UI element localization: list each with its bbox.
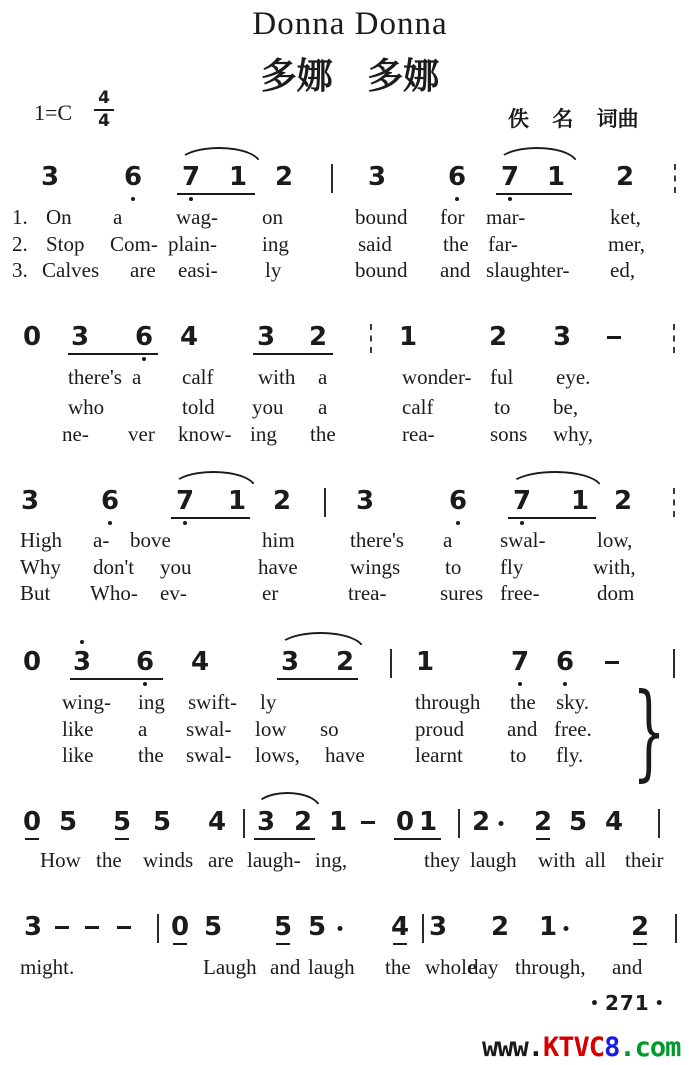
watermark-url <box>482 1032 680 1063</box>
barline <box>243 809 245 838</box>
lyric-word: and <box>440 258 471 282</box>
lyric-word: and <box>612 955 643 979</box>
note-number: 4 <box>390 912 410 942</box>
note-number: 3 <box>367 162 387 192</box>
lyric-word: have <box>258 555 298 579</box>
note-number: 1 <box>415 647 435 677</box>
lyric-word: bound <box>355 258 408 282</box>
lyric-word: to <box>445 555 462 579</box>
barline <box>422 914 424 943</box>
lyric-word: eye. <box>556 365 591 389</box>
lyric-word: easi- <box>178 258 218 282</box>
note-number: 7 <box>512 486 532 516</box>
lyric-word: and <box>507 717 538 741</box>
barline <box>675 914 677 943</box>
eighth-underline <box>393 943 407 945</box>
lyric-word: wing- <box>62 690 111 714</box>
note-number: 0 <box>22 807 42 837</box>
octave-dot-below <box>563 682 567 686</box>
note-number: 6 <box>448 486 468 516</box>
note-number: 7 <box>510 647 530 677</box>
lyric-word: bound <box>355 205 408 229</box>
note-number: 6 <box>100 486 120 516</box>
lyric-word: wag- <box>176 205 218 229</box>
lyric-word: 3. <box>12 258 28 282</box>
lyric-word: ed, <box>610 258 636 282</box>
lyric-word: to <box>510 743 527 767</box>
lyric-word: sons <box>490 422 528 446</box>
note-number: 6 <box>555 647 575 677</box>
lyric-word: lows, <box>255 743 300 767</box>
note-number: 4 <box>207 807 227 837</box>
note-extension-dash <box>117 926 131 929</box>
lyric-word: proud <box>415 717 464 741</box>
lyric-word: Com- <box>110 232 158 256</box>
verse-group-brace: } <box>632 670 666 792</box>
note-number: 7 <box>500 162 520 192</box>
lyric-word: dom <box>597 581 635 605</box>
watermark-segment: www. <box>482 1032 544 1063</box>
lyric-word: Calves <box>42 258 100 282</box>
beam-underline <box>277 678 358 680</box>
lyric-word: a <box>318 395 328 419</box>
lyric-word: calf <box>182 365 214 389</box>
song-title-english: Donna Donna <box>252 6 448 42</box>
lyric-word: ly <box>260 690 277 714</box>
lyric-word: ing, <box>315 848 348 872</box>
lyric-word: their <box>625 848 664 872</box>
lyric-word: a <box>318 365 328 389</box>
note-number: 7 <box>181 162 201 192</box>
beam-underline <box>177 193 255 195</box>
lyric-word: told <box>182 395 215 419</box>
note-number: 4 <box>179 322 199 352</box>
note-number: 4 <box>604 807 624 837</box>
beam-underline <box>70 678 163 680</box>
lyric-word: with <box>258 365 296 389</box>
lyric-word: laugh <box>308 955 355 979</box>
lyric-word: a <box>113 205 123 229</box>
note-extension-dash <box>55 926 69 929</box>
note-number: 7 <box>175 486 195 516</box>
note-number: 0 <box>395 807 415 837</box>
lyric-word: ing <box>262 232 289 256</box>
lyric-word: a <box>443 528 453 552</box>
lyric-word: ket, <box>610 205 641 229</box>
barline <box>458 809 460 838</box>
barline <box>390 649 392 678</box>
note-number: 3 <box>40 162 60 192</box>
lyric-word: are <box>208 848 234 872</box>
note-number: 3 <box>428 912 448 942</box>
lyric-word: be, <box>553 395 579 419</box>
note-number: 3 <box>280 647 300 677</box>
time-signature <box>94 88 114 133</box>
lyric-word: 2. <box>12 232 28 256</box>
lyric-word: the <box>385 955 411 979</box>
lyric-word: the <box>310 422 336 446</box>
lyric-word: ing <box>138 690 165 714</box>
slur-arc <box>171 471 256 488</box>
slur-arc <box>277 632 364 649</box>
lyric-word: through, <box>515 955 586 979</box>
lyric-word: plain- <box>168 232 217 256</box>
note-number: 4 <box>190 647 210 677</box>
octave-dot-below <box>520 521 524 525</box>
lyric-word: through <box>415 690 481 714</box>
note-extension-dash <box>85 926 99 929</box>
barline <box>673 649 675 678</box>
note-number: 5 <box>568 807 588 837</box>
composer-credit: 佚 名 词曲 <box>508 107 639 131</box>
note-number: 3 <box>70 322 90 352</box>
lyric-word: trea- <box>348 581 387 605</box>
eighth-underline <box>25 838 39 840</box>
barline <box>673 324 675 353</box>
lyric-word: winds <box>143 848 194 872</box>
barline <box>658 809 660 838</box>
lyric-word: the <box>138 743 164 767</box>
note-number: 3 <box>552 322 572 352</box>
lyric-word: a <box>138 717 148 741</box>
barline <box>157 914 159 943</box>
watermark-segment: .com <box>619 1032 681 1063</box>
octave-dot-below <box>456 521 460 525</box>
barline <box>673 488 675 517</box>
lyric-word: sky. <box>556 690 590 714</box>
lyric-word: they <box>424 848 461 872</box>
lyric-word: bove <box>130 528 171 552</box>
watermark-segment: 8 <box>604 1032 620 1063</box>
lyric-word: like <box>62 743 94 767</box>
octave-dot-below <box>508 197 512 201</box>
note-number: 1 <box>398 322 418 352</box>
note-number: 2 <box>293 807 313 837</box>
lyric-word: ev- <box>160 581 187 605</box>
note-extension-dash <box>607 336 621 339</box>
octave-dot-below <box>183 521 187 525</box>
lyric-word: the <box>443 232 469 256</box>
augmentation-dot <box>338 926 343 931</box>
note-number: 5 <box>152 807 172 837</box>
lyric-word: free. <box>554 717 592 741</box>
lyric-word: mer, <box>608 232 646 256</box>
lyric-word: with <box>538 848 576 872</box>
note-number: 5 <box>58 807 78 837</box>
lyric-word: far- <box>488 232 518 256</box>
note-number: 0 <box>22 647 42 677</box>
note-number: 1 <box>538 912 558 942</box>
lyric-word: him <box>262 528 295 552</box>
lyric-word: ly <box>265 258 282 282</box>
octave-dot-below <box>108 521 112 525</box>
note-number: 2 <box>335 647 355 677</box>
slur-arc <box>254 792 321 809</box>
barline <box>331 164 333 193</box>
lyric-word: ful <box>490 365 514 389</box>
note-extension-dash <box>605 661 619 664</box>
note-number: 5 <box>273 912 293 942</box>
eighth-underline <box>173 943 187 945</box>
lyric-word: so <box>320 717 339 741</box>
lyric-word: have <box>325 743 365 767</box>
page-number <box>585 991 670 1015</box>
time-signature-top: 4 <box>94 88 114 111</box>
lyric-word: don't <box>93 555 135 579</box>
lyric-word: fly. <box>556 743 584 767</box>
slur-arc <box>496 147 578 164</box>
lyric-word: swift- <box>188 690 237 714</box>
lyric-word: slaughter- <box>486 258 570 282</box>
eighth-underline <box>115 838 129 840</box>
barline <box>324 488 326 517</box>
page-number-dot-right: • <box>654 996 665 1012</box>
augmentation-dot <box>499 821 504 826</box>
augmentation-dot <box>564 926 569 931</box>
lyric-word: wings <box>350 555 401 579</box>
lyric-word: wonder- <box>402 365 472 389</box>
lyric-word: free- <box>500 581 540 605</box>
lyric-word: Why <box>20 555 61 579</box>
lyric-word: all <box>585 848 606 872</box>
song-title-chinese: 多娜 多娜 <box>260 56 440 97</box>
beam-underline <box>508 517 596 519</box>
lyric-word: like <box>62 717 94 741</box>
note-number: 3 <box>256 322 276 352</box>
page-number-value: 271 <box>604 991 650 1015</box>
note-number: 1 <box>546 162 566 192</box>
note-number: 5 <box>112 807 132 837</box>
lyric-word: with, <box>593 555 636 579</box>
beam-underline <box>253 353 333 355</box>
octave-dot-below <box>189 197 193 201</box>
note-number: 6 <box>447 162 467 192</box>
lyric-word: the <box>96 848 122 872</box>
note-number: 2 <box>272 486 292 516</box>
lyric-word: know- <box>178 422 232 446</box>
note-number: 6 <box>134 322 154 352</box>
lyric-word: calf <box>402 395 434 419</box>
note-number: 0 <box>22 322 42 352</box>
note-number: 1 <box>328 807 348 837</box>
lyric-word: whole <box>425 955 477 979</box>
page-number-dot-left: • <box>590 996 600 1012</box>
lyric-word: 1. <box>12 205 28 229</box>
note-number: 0 <box>170 912 190 942</box>
time-signature-bottom: 4 <box>98 111 110 132</box>
lyric-word: ing <box>250 422 277 446</box>
note-number: 2 <box>488 322 508 352</box>
lyric-word: who <box>68 395 105 419</box>
beam-underline <box>254 838 315 840</box>
note-number: 6 <box>123 162 143 192</box>
lyric-word: are <box>130 258 156 282</box>
lyric-word: might. <box>20 955 75 979</box>
lyric-word: said <box>358 232 392 256</box>
octave-dot-below <box>518 682 522 686</box>
lyric-word: But <box>20 581 51 605</box>
octave-dot-below <box>142 357 146 361</box>
note-number: 3 <box>20 486 40 516</box>
note-number: 3 <box>23 912 43 942</box>
lyric-word: the <box>510 690 536 714</box>
lyric-word: sures <box>440 581 484 605</box>
note-number: 5 <box>203 912 223 942</box>
note-number: 2 <box>471 807 491 837</box>
lyric-word: day <box>468 955 499 979</box>
slur-arc <box>508 471 602 488</box>
lyric-word: On <box>46 205 72 229</box>
eighth-underline <box>633 943 647 945</box>
lyric-word: fly <box>500 555 524 579</box>
beam-underline <box>68 353 158 355</box>
note-number: 2 <box>613 486 633 516</box>
lyric-word: mar- <box>486 205 526 229</box>
note-number: 2 <box>615 162 635 192</box>
lyric-word: High <box>20 528 62 552</box>
note-number: 3 <box>72 647 92 677</box>
beam-underline <box>394 838 441 840</box>
lyric-word: on <box>262 205 283 229</box>
lyric-word: swal- <box>186 717 232 741</box>
lyric-word: a <box>132 365 142 389</box>
note-number: 2 <box>533 807 553 837</box>
lyric-word: there's <box>350 528 404 552</box>
lyric-word: low, <box>597 528 633 552</box>
note-number: 1 <box>227 486 247 516</box>
eighth-underline <box>536 838 550 840</box>
note-number: 2 <box>490 912 510 942</box>
lyric-word: why, <box>553 422 594 446</box>
lyric-word: Laugh <box>203 955 257 979</box>
lyric-word: rea- <box>402 422 435 446</box>
note-extension-dash <box>361 821 375 824</box>
note-number: 3 <box>256 807 276 837</box>
note-number: 2 <box>308 322 328 352</box>
octave-dot-below <box>131 197 135 201</box>
watermark-segment: KTVC <box>543 1032 605 1063</box>
lyric-word: low <box>255 717 287 741</box>
lyric-word: and <box>270 955 301 979</box>
lyric-word: you <box>252 395 284 419</box>
barline <box>674 164 676 193</box>
lyric-word: Stop <box>46 232 85 256</box>
lyric-word: ne- <box>62 422 89 446</box>
note-number: 2 <box>630 912 650 942</box>
lyric-word: laugh <box>470 848 517 872</box>
beam-underline <box>171 517 250 519</box>
lyric-word: there's <box>68 365 122 389</box>
note-number: 3 <box>355 486 375 516</box>
note-number: 1 <box>418 807 438 837</box>
slur-arc <box>177 147 261 164</box>
note-number: 1 <box>228 162 248 192</box>
octave-dot-above <box>80 640 84 644</box>
lyric-word: ver <box>128 422 155 446</box>
lyric-word: Who- <box>90 581 138 605</box>
lyric-word: for <box>440 205 465 229</box>
lyric-word: to <box>494 395 511 419</box>
octave-dot-below <box>455 197 459 201</box>
octave-dot-below <box>143 682 147 686</box>
lyric-word: you <box>160 555 192 579</box>
lyric-word: laugh- <box>247 848 301 872</box>
beam-underline <box>496 193 572 195</box>
lyric-word: swal- <box>500 528 546 552</box>
lyric-word: er <box>262 581 279 605</box>
note-number: 2 <box>274 162 294 192</box>
note-number: 1 <box>570 486 590 516</box>
lyric-word: learnt <box>415 743 463 767</box>
lyric-word: a- <box>93 528 110 552</box>
eighth-underline <box>276 943 290 945</box>
note-number: 6 <box>135 647 155 677</box>
note-number: 5 <box>307 912 327 942</box>
lyric-word: How <box>40 848 81 872</box>
barline <box>370 324 372 353</box>
key-signature: 1=C <box>34 100 73 125</box>
lyric-word: swal- <box>186 743 232 767</box>
